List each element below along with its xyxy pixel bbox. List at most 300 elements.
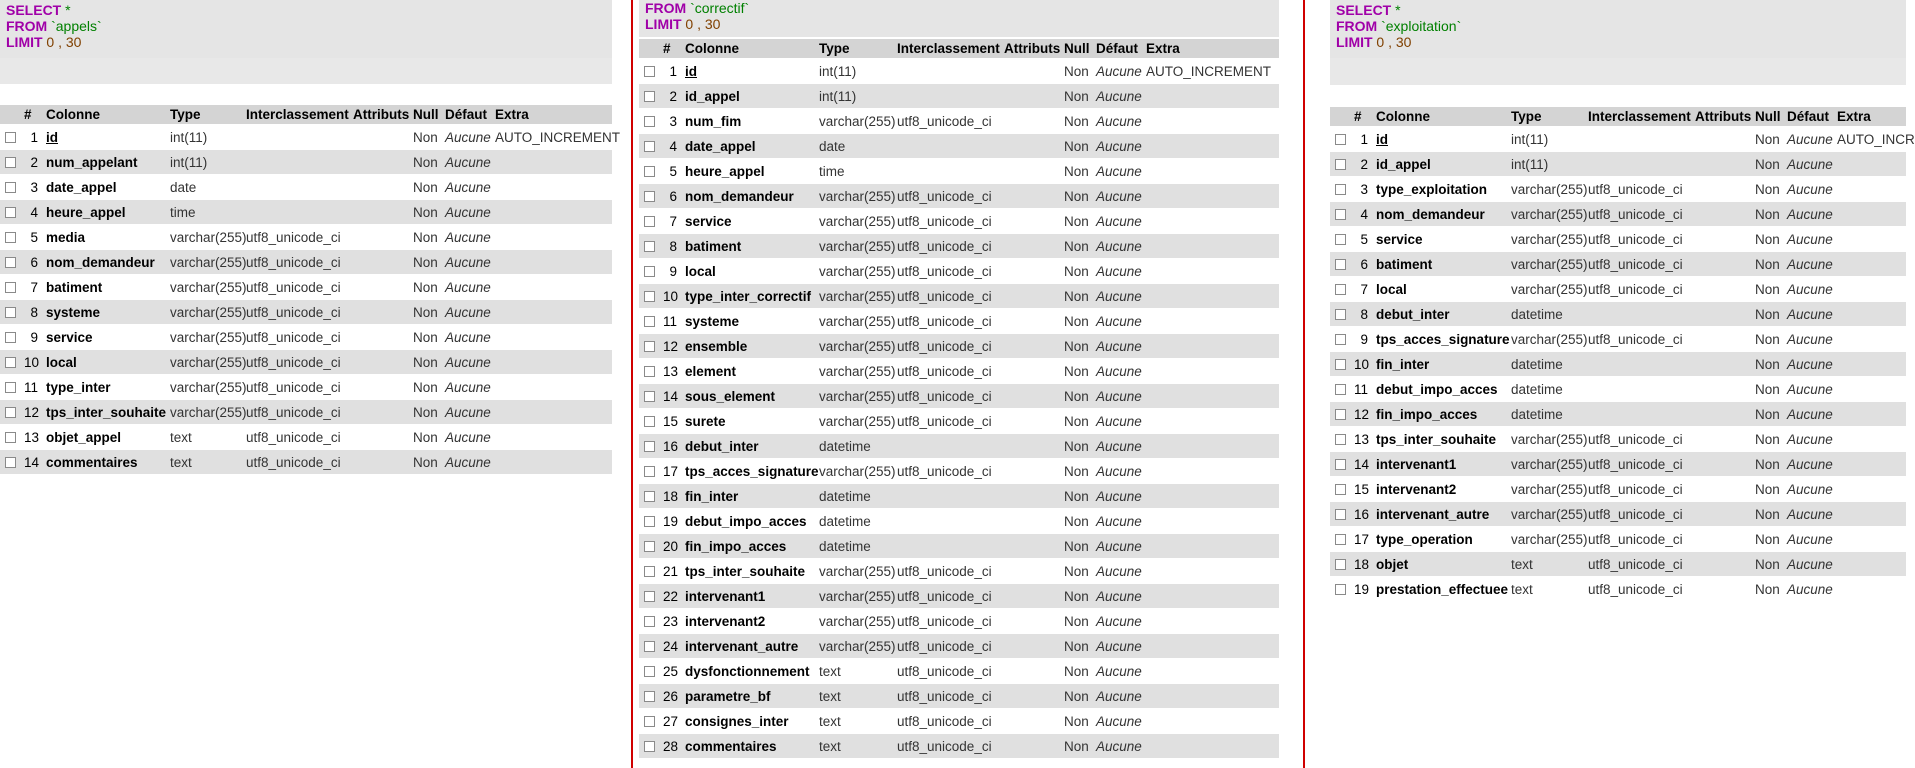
row-checkbox[interactable] [639, 109, 659, 134]
column-null: Non [1060, 109, 1092, 134]
table-row[interactable] [1330, 177, 1906, 202]
row-checkbox[interactable] [1330, 302, 1350, 327]
row-checkbox[interactable] [639, 709, 659, 734]
row-select-checkbox[interactable] [644, 741, 655, 752]
row-checkbox[interactable] [1330, 127, 1350, 152]
table-row[interactable] [1330, 427, 1906, 452]
row-select-checkbox[interactable] [644, 441, 655, 452]
row-checkbox[interactable] [639, 409, 659, 434]
header-type[interactable]: Type [815, 39, 893, 59]
table-row[interactable] [639, 159, 1279, 184]
table-row[interactable] [1330, 127, 1906, 152]
row-number: 14 [659, 384, 681, 409]
row-checkbox[interactable] [0, 200, 20, 225]
row-checkbox[interactable] [1330, 277, 1350, 302]
panel-exploitation [1330, 0, 1915, 602]
column-extra [1142, 284, 1279, 309]
row-checkbox[interactable] [639, 684, 659, 709]
table-row[interactable] [639, 484, 1279, 509]
column-type: date [815, 134, 893, 159]
row-select-checkbox[interactable] [644, 366, 655, 377]
row-select-checkbox[interactable] [1335, 309, 1346, 320]
column-collation: utf8_unicode_ci [893, 559, 1000, 584]
header-collation[interactable]: Interclassement [893, 39, 1000, 59]
row-select-checkbox[interactable] [1335, 409, 1346, 420]
header-extra[interactable]: Extra [491, 105, 612, 125]
table-row[interactable] [639, 309, 1279, 334]
table-row[interactable] [639, 84, 1279, 109]
column-attributes [349, 150, 409, 175]
row-select-checkbox[interactable] [644, 91, 655, 102]
column-collation [242, 175, 349, 200]
table-row[interactable] [1330, 227, 1906, 252]
header-column[interactable]: Colonne [42, 105, 166, 125]
row-select-checkbox[interactable] [644, 341, 655, 352]
table-row[interactable] [1330, 527, 1906, 552]
structure-table [639, 39, 1279, 759]
column-attributes [1691, 152, 1751, 177]
row-select-checkbox[interactable] [644, 291, 655, 302]
row-checkbox[interactable] [0, 175, 20, 200]
table-row[interactable] [1330, 452, 1906, 477]
column-attributes [1691, 427, 1751, 452]
column-extra [1833, 402, 1906, 427]
row-checkbox[interactable] [1330, 152, 1350, 177]
row-checkbox[interactable] [639, 459, 659, 484]
row-checkbox[interactable] [1330, 377, 1350, 402]
row-select-checkbox[interactable] [644, 666, 655, 677]
column-default: Aucune [441, 350, 491, 375]
row-select-checkbox[interactable] [5, 207, 16, 218]
header-column[interactable]: Colonne [1372, 107, 1507, 127]
table-row[interactable] [1330, 252, 1906, 277]
row-checkbox[interactable] [0, 125, 20, 150]
table-row[interactable] [0, 275, 612, 300]
column-type: text [815, 734, 893, 759]
header-attributes[interactable]: Attributs [1691, 107, 1751, 127]
spacer [1330, 85, 1906, 107]
header-null[interactable]: Null [1060, 39, 1092, 59]
table-row[interactable] [639, 234, 1279, 259]
table-row[interactable] [1330, 327, 1906, 352]
column-default: Aucune [1783, 252, 1833, 277]
table-row[interactable] [639, 734, 1279, 759]
header-column[interactable]: Colonne [681, 39, 815, 59]
column-default: Aucune [1783, 277, 1833, 302]
row-checkbox[interactable] [0, 250, 20, 275]
table-row[interactable] [639, 259, 1279, 284]
row-checkbox[interactable] [639, 234, 659, 259]
row-checkbox[interactable] [0, 350, 20, 375]
spacer [0, 84, 612, 105]
column-type: text [1507, 552, 1584, 577]
column-null: Non [409, 450, 441, 475]
header-attributes[interactable]: Attributs [349, 105, 409, 125]
column-collation [1584, 352, 1691, 377]
table-row[interactable] [639, 459, 1279, 484]
table-row[interactable] [0, 375, 612, 400]
row-checkbox[interactable] [1330, 427, 1350, 452]
row-checkbox[interactable] [639, 359, 659, 384]
row-select-checkbox[interactable] [644, 116, 655, 127]
header-null[interactable]: Null [409, 105, 441, 125]
table-row[interactable] [0, 200, 612, 225]
row-checkbox[interactable] [1330, 352, 1350, 377]
column-collation: utf8_unicode_ci [1584, 227, 1691, 252]
row-select-checkbox[interactable] [644, 591, 655, 602]
table-row[interactable] [0, 150, 612, 175]
column-type: varchar(255) [166, 250, 242, 275]
row-select-checkbox[interactable] [644, 316, 655, 327]
column-name: num_fim [681, 109, 815, 134]
column-attributes [1000, 159, 1060, 184]
column-extra [491, 300, 612, 325]
row-select-checkbox[interactable] [644, 516, 655, 527]
row-select-checkbox[interactable] [5, 307, 16, 318]
row-checkbox[interactable] [0, 450, 20, 475]
row-checkbox[interactable] [639, 309, 659, 334]
row-checkbox[interactable] [639, 534, 659, 559]
table-row[interactable] [0, 425, 612, 450]
row-select-checkbox[interactable] [644, 616, 655, 627]
header-collation[interactable]: Interclassement [242, 105, 349, 125]
column-type: int(11) [1507, 127, 1584, 152]
column-type: varchar(255) [166, 275, 242, 300]
row-checkbox[interactable] [0, 300, 20, 325]
row-select-checkbox[interactable] [644, 241, 655, 252]
row-select-checkbox[interactable] [1335, 534, 1346, 545]
header-collation[interactable]: Interclassement [1584, 107, 1691, 127]
column-type: varchar(255) [815, 259, 893, 284]
row-checkbox[interactable] [1330, 552, 1350, 577]
row-checkbox[interactable] [0, 150, 20, 175]
column-extra [1833, 527, 1906, 552]
row-select-checkbox[interactable] [5, 432, 16, 443]
row-select-checkbox[interactable] [1335, 209, 1346, 220]
header-attributes[interactable]: Attributs [1000, 39, 1060, 59]
column-type: datetime [815, 534, 893, 559]
row-select-checkbox[interactable] [5, 157, 16, 168]
row-select-checkbox[interactable] [644, 491, 655, 502]
row-checkbox[interactable] [1330, 177, 1350, 202]
table-row[interactable] [0, 225, 612, 250]
column-attributes [349, 325, 409, 350]
column-extra [1142, 409, 1279, 434]
row-checkbox[interactable] [639, 559, 659, 584]
row-checkbox[interactable] [639, 259, 659, 284]
column-name: service [42, 325, 166, 350]
column-null: Non [409, 200, 441, 225]
header-extra[interactable]: Extra [1142, 39, 1279, 59]
row-select-checkbox[interactable] [1335, 184, 1346, 195]
row-select-checkbox[interactable] [5, 357, 16, 368]
column-attributes [1000, 234, 1060, 259]
row-select-checkbox[interactable] [644, 691, 655, 702]
row-select-checkbox[interactable] [1335, 384, 1346, 395]
column-type: varchar(255) [815, 409, 893, 434]
column-collation: utf8_unicode_ci [242, 225, 349, 250]
row-number: 24 [659, 634, 681, 659]
row-checkbox[interactable] [1330, 327, 1350, 352]
row-select-checkbox[interactable] [5, 282, 16, 293]
column-default: Aucune [1783, 577, 1833, 602]
table-row[interactable] [1330, 552, 1906, 577]
row-select-checkbox[interactable] [5, 132, 16, 143]
sql-table: `appels` [47, 18, 102, 34]
row-checkbox[interactable] [639, 584, 659, 609]
column-extra [491, 225, 612, 250]
row-select-checkbox[interactable] [5, 382, 16, 393]
table-row[interactable] [639, 359, 1279, 384]
sql-limit: LIMIT [1336, 34, 1373, 50]
table-row[interactable] [639, 409, 1279, 434]
row-checkbox[interactable] [0, 275, 20, 300]
column-type: int(11) [166, 150, 242, 175]
row-select-checkbox[interactable] [1335, 284, 1346, 295]
table-row[interactable] [0, 125, 612, 150]
table-row[interactable] [0, 400, 612, 425]
column-collation [1584, 302, 1691, 327]
table-row[interactable] [639, 584, 1279, 609]
row-checkbox[interactable] [639, 659, 659, 684]
row-select-checkbox[interactable] [1335, 484, 1346, 495]
table-row[interactable] [639, 209, 1279, 234]
row-select-checkbox[interactable] [1335, 359, 1346, 370]
column-extra [1142, 634, 1279, 659]
row-select-checkbox[interactable] [644, 416, 655, 427]
row-select-checkbox[interactable] [1335, 259, 1346, 270]
table-row[interactable] [1330, 277, 1906, 302]
table-row[interactable] [0, 175, 612, 200]
column-type: text [815, 659, 893, 684]
table-row[interactable] [639, 134, 1279, 159]
row-select-checkbox[interactable] [644, 141, 655, 152]
column-null: Non [1060, 284, 1092, 309]
header-type[interactable]: Type [1507, 107, 1584, 127]
row-checkbox[interactable] [0, 325, 20, 350]
row-number: 15 [659, 409, 681, 434]
column-extra [1142, 84, 1279, 109]
column-extra [1833, 377, 1906, 402]
column-name: date_appel [42, 175, 166, 200]
table-row[interactable] [639, 284, 1279, 309]
column-collation: utf8_unicode_ci [1584, 427, 1691, 452]
column-name: heure_appel [42, 200, 166, 225]
row-select-checkbox[interactable] [5, 332, 16, 343]
table-row[interactable] [639, 709, 1279, 734]
column-type: varchar(255) [1507, 452, 1584, 477]
column-collation [1584, 152, 1691, 177]
column-collation [242, 150, 349, 175]
column-collation: utf8_unicode_ci [893, 334, 1000, 359]
table-row[interactable] [639, 109, 1279, 134]
column-name: type_exploitation [1372, 177, 1507, 202]
row-select-checkbox[interactable] [1335, 459, 1346, 470]
table-row[interactable] [1330, 152, 1906, 177]
column-extra [1142, 259, 1279, 284]
row-checkbox[interactable] [639, 634, 659, 659]
column-name: element [681, 359, 815, 384]
row-select-checkbox[interactable] [5, 457, 16, 468]
header-default[interactable]: Défaut [1783, 107, 1833, 127]
table-row[interactable] [639, 434, 1279, 459]
table-row[interactable] [1330, 352, 1906, 377]
row-select-checkbox[interactable] [1335, 584, 1346, 595]
row-checkbox[interactable] [1330, 252, 1350, 277]
header-null[interactable]: Null [1751, 107, 1783, 127]
row-checkbox[interactable] [639, 734, 659, 759]
column-default: Aucune [1783, 477, 1833, 502]
row-select-checkbox[interactable] [644, 66, 655, 77]
table-row[interactable] [639, 634, 1279, 659]
sql-limit: LIMIT [645, 16, 682, 32]
column-null: Non [409, 150, 441, 175]
row-checkbox[interactable] [639, 384, 659, 409]
header-extra[interactable]: Extra [1833, 107, 1906, 127]
column-extra [491, 200, 612, 225]
row-select-checkbox[interactable] [1335, 134, 1346, 145]
table-row[interactable] [639, 609, 1279, 634]
table-row[interactable] [1330, 302, 1906, 327]
header-default[interactable]: Défaut [1092, 39, 1142, 59]
table-header-row [0, 105, 612, 125]
row-select-checkbox[interactable] [1335, 434, 1346, 445]
row-checkbox[interactable] [1330, 527, 1350, 552]
column-null: Non [1751, 552, 1783, 577]
table-row[interactable] [639, 59, 1279, 84]
column-name: fin_inter [681, 484, 815, 509]
row-select-checkbox[interactable] [644, 391, 655, 402]
row-select-checkbox[interactable] [644, 166, 655, 177]
row-checkbox[interactable] [639, 434, 659, 459]
table-row[interactable] [639, 684, 1279, 709]
table-row[interactable] [0, 300, 612, 325]
column-extra [491, 375, 612, 400]
column-extra [1833, 352, 1906, 377]
column-default: Aucune [1783, 227, 1833, 252]
row-checkbox[interactable] [639, 609, 659, 634]
row-select-checkbox[interactable] [1335, 509, 1346, 520]
table-row[interactable] [1330, 377, 1906, 402]
row-select-checkbox[interactable] [5, 232, 16, 243]
column-extra [1142, 734, 1279, 759]
row-select-checkbox[interactable] [644, 216, 655, 227]
table-row[interactable] [0, 325, 612, 350]
header-default[interactable]: Défaut [441, 105, 491, 125]
row-select-checkbox[interactable] [5, 407, 16, 418]
row-checkbox[interactable] [1330, 502, 1350, 527]
table-row[interactable] [0, 350, 612, 375]
column-collation: utf8_unicode_ci [1584, 252, 1691, 277]
row-checkbox[interactable] [639, 484, 659, 509]
row-number: 13 [659, 359, 681, 384]
row-checkbox[interactable] [639, 134, 659, 159]
column-attributes [349, 450, 409, 475]
row-checkbox[interactable] [639, 209, 659, 234]
table-row[interactable] [639, 509, 1279, 534]
row-checkbox[interactable] [0, 375, 20, 400]
row-checkbox[interactable] [639, 59, 659, 84]
row-select-checkbox[interactable] [644, 541, 655, 552]
row-select-checkbox[interactable] [644, 466, 655, 477]
table-row[interactable] [639, 184, 1279, 209]
row-select-checkbox[interactable] [1335, 159, 1346, 170]
column-type: varchar(255) [166, 300, 242, 325]
table-row[interactable] [1330, 477, 1906, 502]
row-select-checkbox[interactable] [644, 191, 655, 202]
table-row[interactable] [639, 559, 1279, 584]
row-select-checkbox[interactable] [644, 641, 655, 652]
row-number: 21 [659, 559, 681, 584]
column-null: Non [1060, 309, 1092, 334]
column-extra [1142, 509, 1279, 534]
row-select-checkbox[interactable] [1335, 559, 1346, 570]
row-checkbox[interactable] [1330, 402, 1350, 427]
row-checkbox[interactable] [639, 509, 659, 534]
table-row[interactable] [1330, 577, 1906, 602]
row-checkbox[interactable] [639, 334, 659, 359]
row-select-checkbox[interactable] [644, 566, 655, 577]
table-row[interactable] [0, 450, 612, 475]
column-type: varchar(255) [1507, 477, 1584, 502]
row-checkbox[interactable] [1330, 227, 1350, 252]
column-null: Non [1060, 534, 1092, 559]
row-checkbox[interactable] [0, 425, 20, 450]
row-checkbox[interactable] [1330, 577, 1350, 602]
row-checkbox[interactable] [639, 159, 659, 184]
row-select-checkbox[interactable] [1335, 234, 1346, 245]
table-row[interactable] [0, 250, 612, 275]
column-default: Aucune [1783, 177, 1833, 202]
row-checkbox[interactable] [0, 225, 20, 250]
row-checkbox[interactable] [639, 84, 659, 109]
column-attributes [1000, 609, 1060, 634]
row-number: 8 [1350, 302, 1372, 327]
table-row[interactable] [639, 534, 1279, 559]
row-checkbox[interactable] [639, 284, 659, 309]
header-type[interactable]: Type [166, 105, 242, 125]
row-checkbox[interactable] [639, 184, 659, 209]
column-name: debut_inter [1372, 302, 1507, 327]
table-row[interactable] [1330, 502, 1906, 527]
column-collation: utf8_unicode_ci [242, 375, 349, 400]
row-checkbox[interactable] [0, 400, 20, 425]
row-select-checkbox[interactable] [1335, 334, 1346, 345]
column-null: Non [409, 350, 441, 375]
table-row[interactable] [639, 384, 1279, 409]
column-name: dysfonctionnement [681, 659, 815, 684]
column-collation [1584, 377, 1691, 402]
table-row[interactable] [639, 334, 1279, 359]
row-checkbox[interactable] [1330, 477, 1350, 502]
column-collation: utf8_unicode_ci [242, 325, 349, 350]
table-row[interactable] [1330, 202, 1906, 227]
row-select-checkbox[interactable] [5, 257, 16, 268]
row-select-checkbox[interactable] [644, 266, 655, 277]
row-select-checkbox[interactable] [644, 716, 655, 727]
column-extra [491, 325, 612, 350]
table-row[interactable] [639, 659, 1279, 684]
row-checkbox[interactable] [1330, 202, 1350, 227]
sql-select: SELECT [1336, 2, 1392, 18]
column-name: service [681, 209, 815, 234]
table-row[interactable] [1330, 402, 1906, 427]
column-default: Aucune [1783, 327, 1833, 352]
row-select-checkbox[interactable] [5, 182, 16, 193]
column-collation [893, 84, 1000, 109]
row-checkbox[interactable] [1330, 452, 1350, 477]
column-default: Aucune [441, 325, 491, 350]
